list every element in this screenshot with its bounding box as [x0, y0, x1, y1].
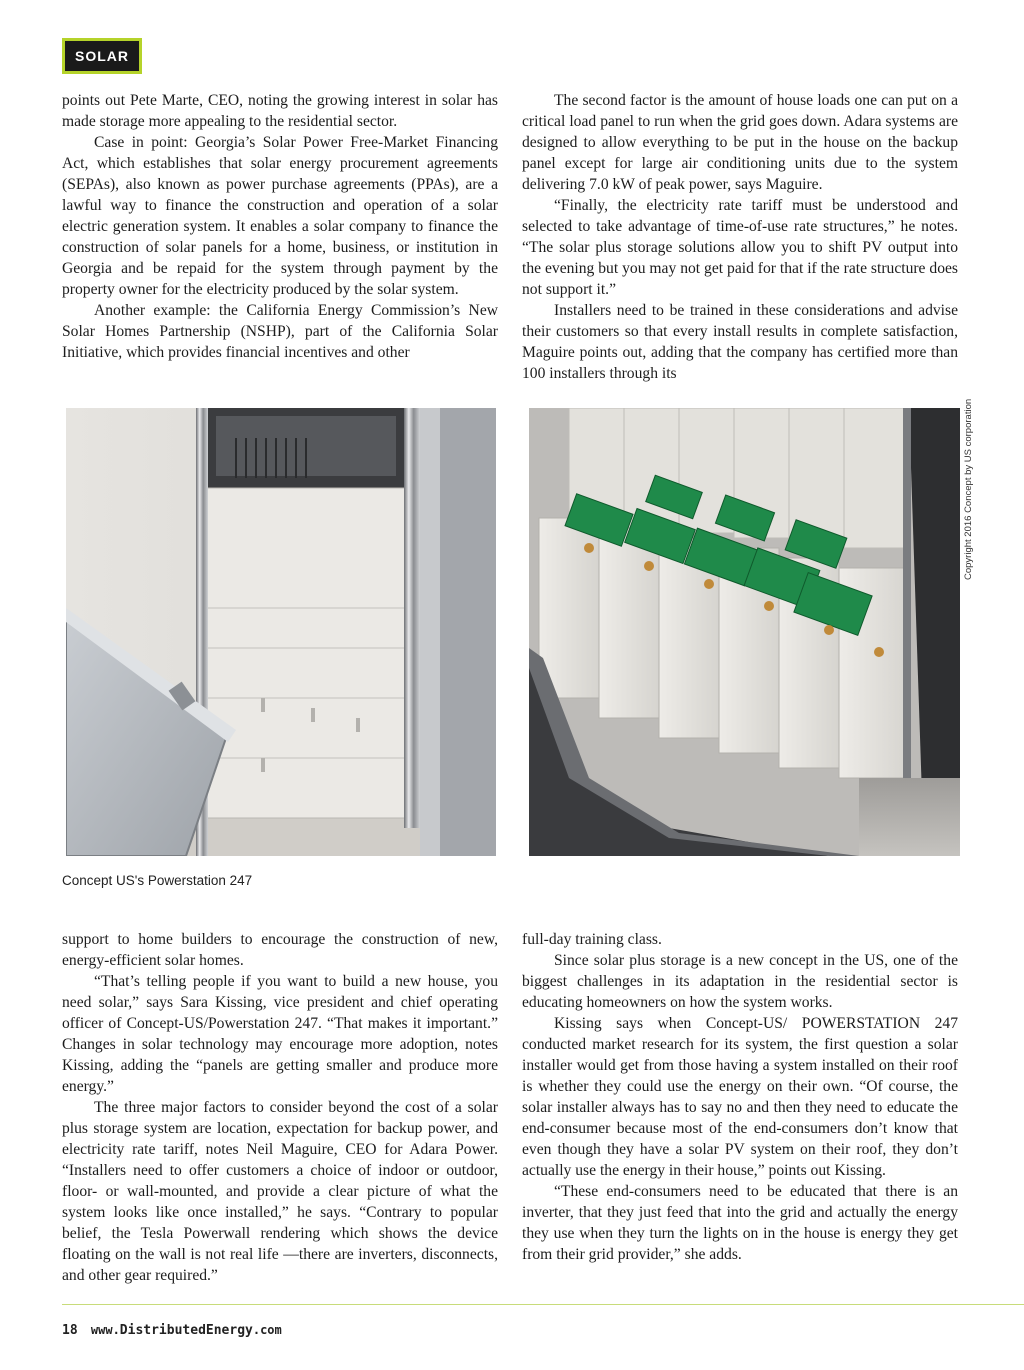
url-prefix: www. [90, 1323, 120, 1337]
paragraph: Installers need to be trained in these considerations and advise their customers so that every install results in complete satisfaction, Maguire points out, adding that the company has certified more than 100 installers through its [522, 302, 958, 382]
paragraph: Another example: the California Energy Commission’s New Solar Homes Partnership (NSHP), part of the California Solar Initiative, which provides financial incentives and other [62, 302, 498, 361]
paragraph: Case in point: Georgia’s Solar Power Free-Market Financing Act, which establishes that solar energy procurement agreements (SEPAs), also known as power purchase agreements (PPAs), are a lawful way to finance the construction and operation of a solar electric generation system. It enables a solar company to finance the construction of solar panels for a home, business, or institution in Georgia and be repaid for the system through payment by the property owner for the electricity produced by the solar system. [62, 134, 498, 298]
paragraph: full-day training class. [522, 931, 662, 948]
paragraph: Kissing says when Concept-US/ POWERSTATION 247 conducted market research for its system, the first question a solar installer would get from those having a system installed on their roof is whether they could use the energy on their own. “Of course, the solar installer always has to say no and then they need to educate the end-consumer because most of the end-consumers don’t know that even though they have a solar PV system on their roof, they don’t actually use the energy in their house,” points out Kissing. [522, 1015, 958, 1179]
page-number: 18 [62, 1323, 78, 1338]
page-footer [62, 1323, 282, 1338]
paragraph: points out Pete Marte, CEO, noting the growing interest in solar has made storage more appealing to the residential sector. [62, 92, 498, 130]
column-top-right [522, 90, 958, 384]
column-bottom-left [62, 929, 498, 1286]
paragraph: “These end-consumers need to be educated that there is an inverter, that they just feed that into the grid and actually the energy they use when they turn the lights on in the house is energy they get from their grid provider,” she adds. [522, 1183, 958, 1263]
footer-divider [62, 1304, 1024, 1305]
url-suffix: .com [252, 1323, 282, 1337]
photo-caption: Concept US's Powerstation 247 [62, 873, 253, 888]
cabinet-illustration [66, 408, 496, 856]
url-domain: DistributedEnergy [119, 1323, 253, 1338]
paragraph: support to home builders to encourage the construction of new, energy-efficient solar homes. [62, 931, 498, 969]
paragraph: Since solar plus storage is a new concept in the US, one of the biggest challenges in its adaptation in the residential sector is educating homeowners on how the system works. [522, 952, 958, 1011]
paragraph: “That’s telling people if you want to build a new house, you need solar,” says Sara Kissing, vice president and chief operating officer of Concept-US/Powerstation 247. “That makes it important.” Changes in solar technology may encourage more adoption, notes Kissing, adding the “panels are getting smaller and produce more energy.” [62, 973, 498, 1095]
photo-powerstation-cabinet [66, 408, 496, 856]
paragraph: “Finally, the electricity rate tariff must be understood and selected to take advantage of time-of-use rate structures,” he notes. “The solar plus storage solutions allow you to shift PV output into the evening but you may not get paid for that if the rate structure does not support it.” [522, 197, 958, 298]
footer-url[interactable] [91, 1323, 282, 1337]
battery-illustration [529, 408, 960, 856]
column-bottom-right [522, 929, 958, 1265]
section-tag-label: SOLAR [65, 41, 139, 71]
paragraph: The second factor is the amount of house loads one can put on a critical load panel to run when the grid goes down. Adara systems are designed to allow everything to be put in the house on the backup panel except for large air conditioning units due to the system delivering 7.0 kW of peak power, says Maguire. [522, 92, 958, 193]
column-top-left [62, 90, 498, 363]
photo-credit: Copyright 2016 Concept by US corporation [963, 398, 974, 580]
paragraph: The three major factors to consider beyond the cost of a solar plus storage system are location, expectation for backup power, and electricity rate tariff, notes Neil Maguire, CEO for Adara Power. “Installers need to offer customers a choice of indoor or outdoor, floor- or wall-mounted, and provide a clear picture of what the system looks like once installed,” he says. “Contrary to popular belief, the Tesla Powerwall rendering which shows the device floating on the wall is not real life —there are inverters, disconnects, and other gear required.” [62, 1099, 498, 1284]
section-tag [62, 38, 142, 74]
photo-battery-modules [529, 408, 960, 856]
